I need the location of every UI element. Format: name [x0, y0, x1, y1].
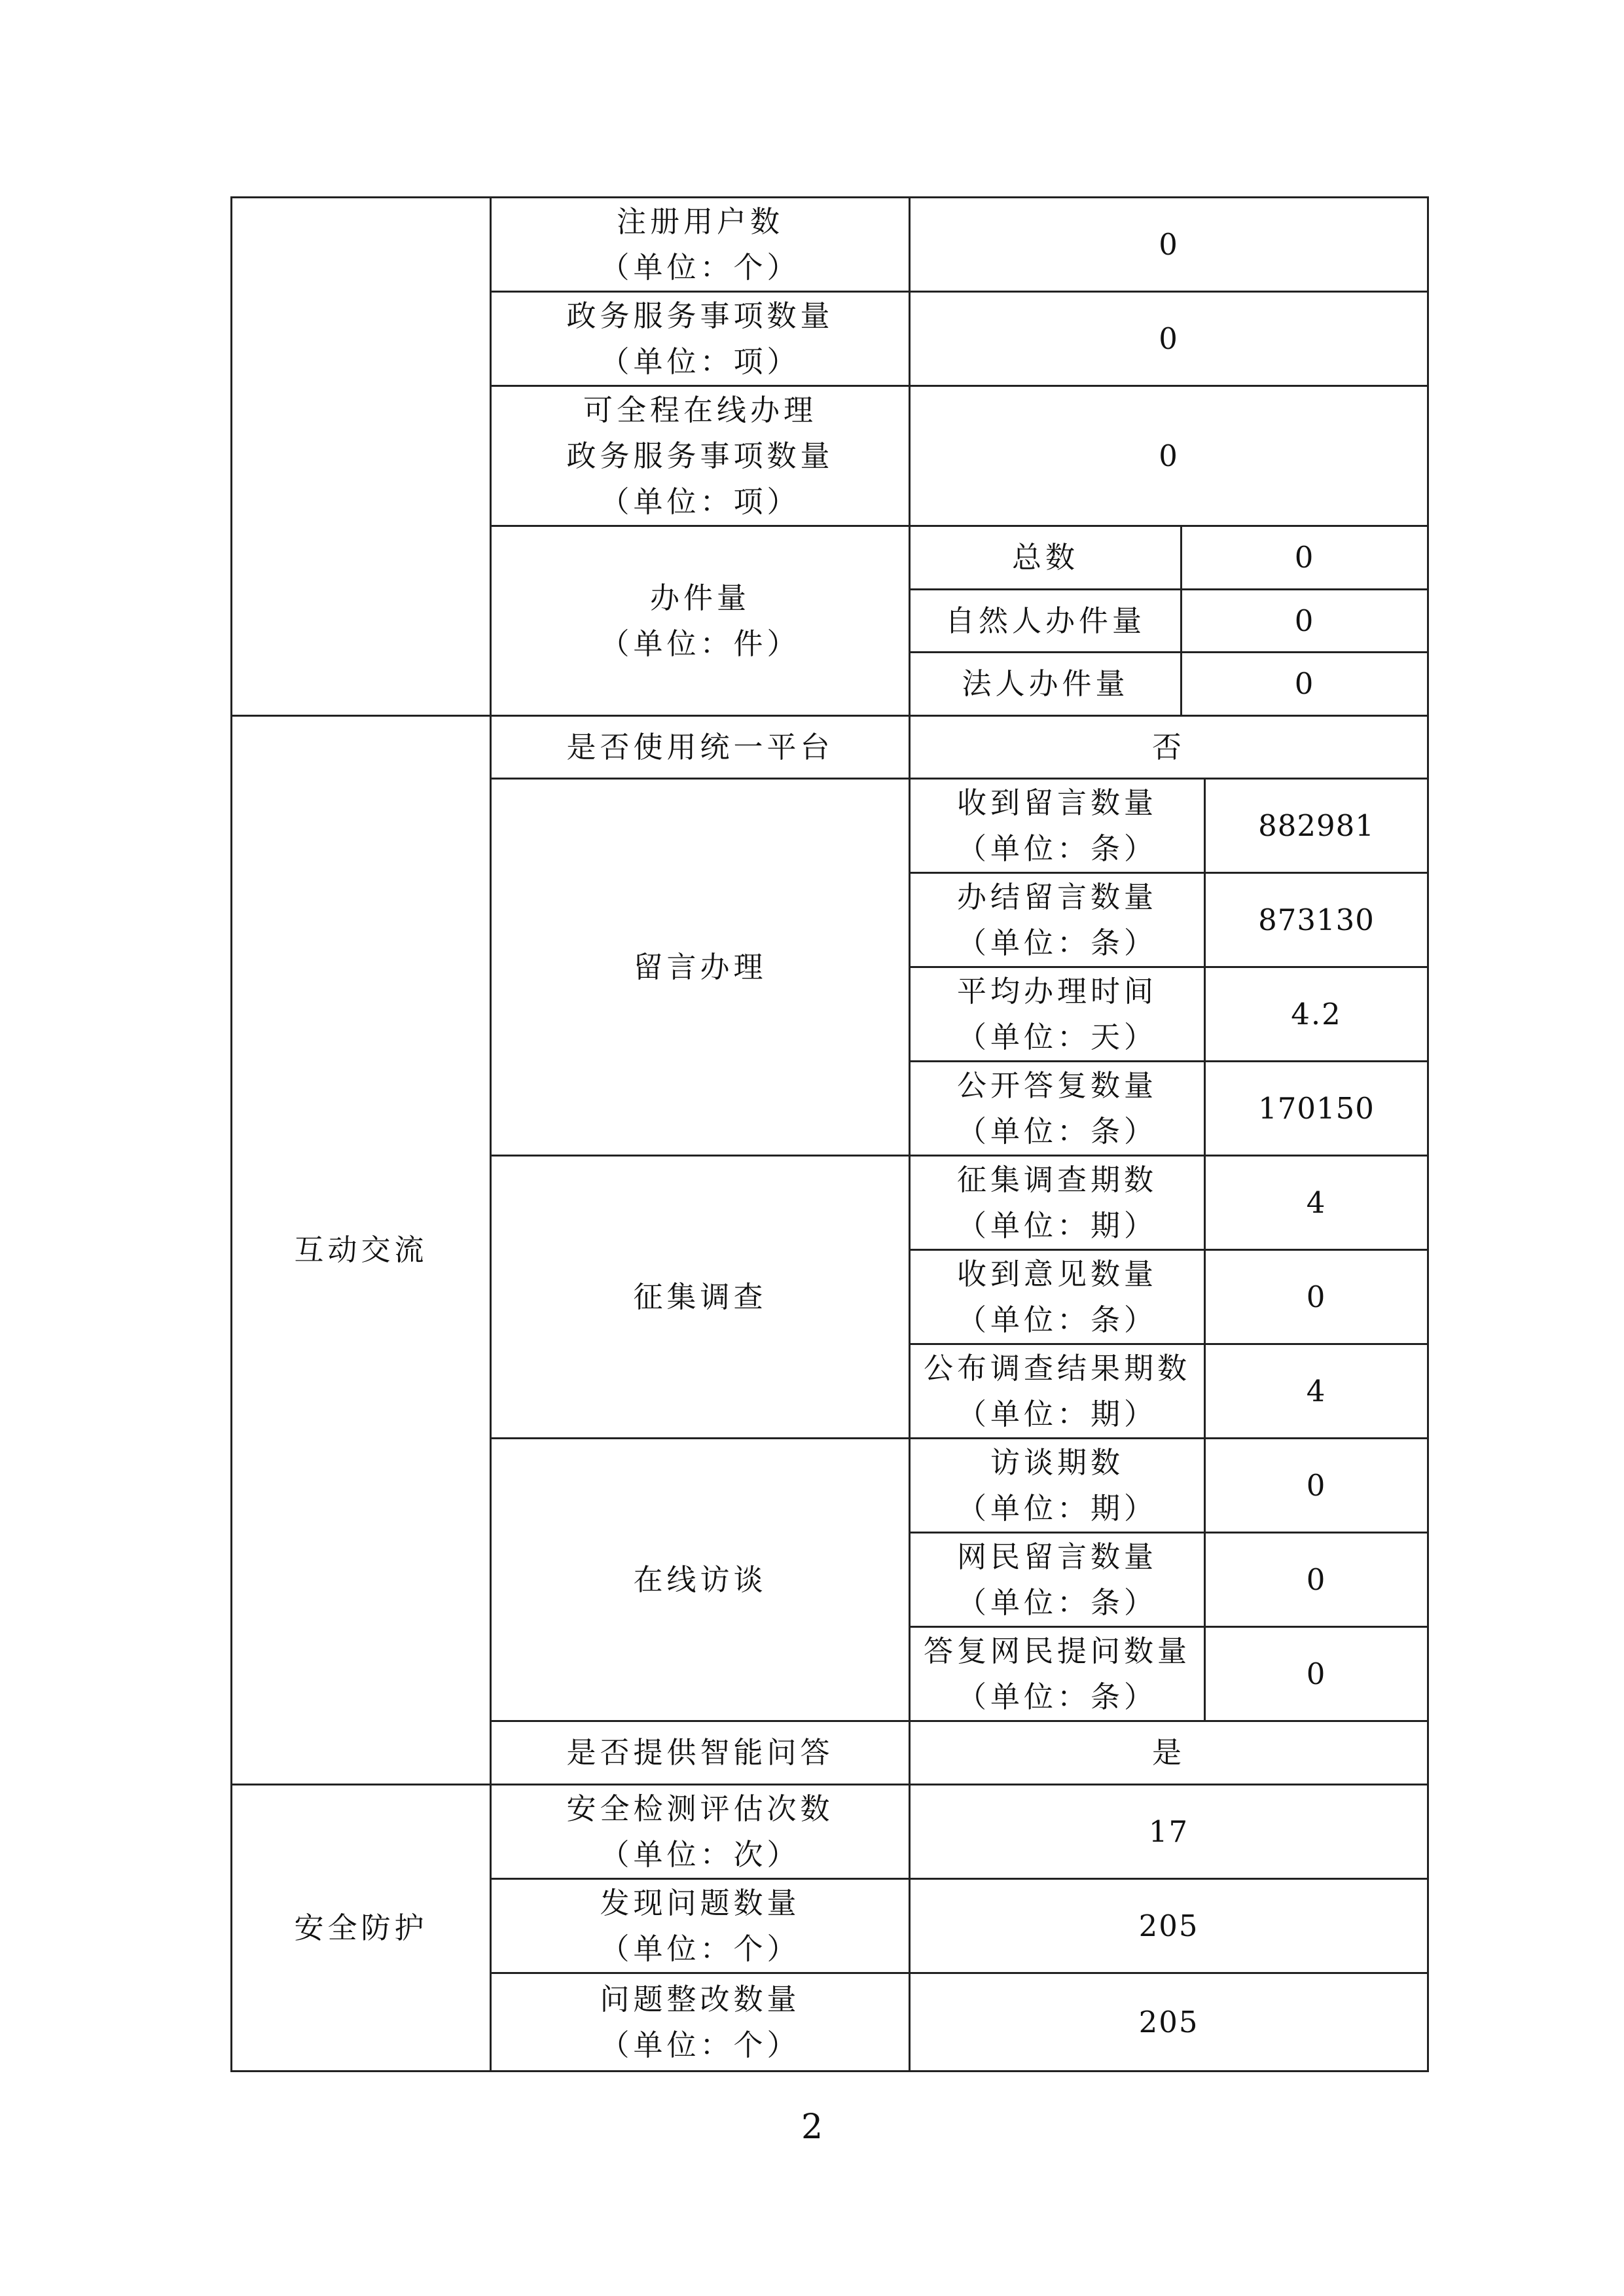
- label-text: 办件量: [649, 580, 750, 615]
- unit-text: （单位：期）: [956, 1490, 1157, 1526]
- unit-text: （单位：次）: [600, 1837, 801, 1872]
- label-handled: [491, 526, 910, 716]
- label-security-problems: [491, 1879, 910, 1973]
- value-messages-public-reply: 170150: [1205, 1062, 1428, 1156]
- value-handled-natural: 0: [1182, 590, 1428, 653]
- label-text: 公开答复数量: [956, 1067, 1157, 1103]
- label-messages-finished: [910, 873, 1205, 967]
- label-text: 公布调查结果期数: [923, 1350, 1191, 1386]
- unit-text: （单位：件）: [600, 626, 801, 661]
- label-handled-legal: 法人办件量: [910, 653, 1182, 716]
- label-messages-avg-time: [910, 967, 1205, 1062]
- label-text: 收到留言数量: [956, 785, 1157, 820]
- label-security-checks: [491, 1785, 910, 1879]
- unit-text: （单位：条）: [956, 1679, 1157, 1714]
- section-security: 安全防护: [232, 1785, 491, 2072]
- value-handled-total: 0: [1182, 526, 1428, 590]
- unit-text: （单位：个）: [600, 249, 801, 285]
- label-smart-qa: 是否提供智能问答: [491, 1721, 910, 1785]
- label-text: 答复网民提问数量: [923, 1633, 1191, 1668]
- value-handled-legal: 0: [1182, 653, 1428, 716]
- value-survey-periods: 4: [1205, 1156, 1428, 1250]
- unit-text: （单位：项）: [600, 484, 801, 519]
- value-registered-users: 0: [910, 198, 1428, 292]
- label-text: 网民留言数量: [956, 1539, 1157, 1574]
- unit-text: （单位：期）: [956, 1208, 1157, 1243]
- value-interview-answers: 0: [1205, 1627, 1428, 1721]
- label-text: 问题整改数量: [600, 1981, 801, 2017]
- value-survey-results: 4: [1205, 1344, 1428, 1439]
- group-interview: 在线访谈: [491, 1439, 910, 1721]
- unit-text: （单位：个）: [600, 2027, 801, 2062]
- value-survey-opinions: 0: [1205, 1250, 1428, 1344]
- label-handled-total: 总数: [910, 526, 1182, 590]
- label-interview-answers: [910, 1627, 1205, 1721]
- label-text: 平均办理时间: [956, 973, 1157, 1009]
- unit-text: （单位：条）: [956, 1113, 1157, 1149]
- unit-text: （单位：个）: [600, 1931, 801, 1966]
- label-text: 征集调查期数: [956, 1162, 1157, 1197]
- value-security-problems: 205: [910, 1879, 1428, 1973]
- value-messages-finished: 873130: [1205, 873, 1428, 967]
- label-messages-public-reply: [910, 1062, 1205, 1156]
- label-text: 注册用户数: [616, 204, 784, 239]
- label-text: 收到意见数量: [956, 1256, 1157, 1291]
- label-unified-platform: 是否使用统一平台: [491, 716, 910, 779]
- label-service-items: [491, 292, 910, 386]
- value-service-items: 0: [910, 292, 1428, 386]
- label-interview-messages: [910, 1533, 1205, 1627]
- unit-text: （单位：条）: [956, 1585, 1157, 1620]
- value-unified-platform: 否: [910, 716, 1428, 779]
- unit-text: （单位：条）: [956, 1302, 1157, 1337]
- value-messages-avg-time: 4.2: [1205, 967, 1428, 1062]
- report-table: [230, 196, 1429, 2072]
- label-messages-received: [910, 779, 1205, 873]
- unit-text: （单位：项）: [600, 344, 801, 379]
- label-text: 办结留言数量: [956, 879, 1157, 914]
- value-messages-received: 882981: [1205, 779, 1428, 873]
- value-smart-qa: 是: [910, 1721, 1428, 1785]
- label-text: 访谈期数: [990, 1444, 1124, 1480]
- value-interview-messages: 0: [1205, 1533, 1428, 1627]
- unit-text: （单位：期）: [956, 1396, 1157, 1431]
- unit-text: （单位：天）: [956, 1019, 1157, 1054]
- label-text: 政务服务事项数量: [566, 298, 834, 333]
- page-number: 2: [801, 2108, 823, 2147]
- label-survey-periods: [910, 1156, 1205, 1250]
- unit-text: （单位：条）: [956, 831, 1157, 866]
- value-online-items: 0: [910, 386, 1428, 526]
- label-survey-results: [910, 1344, 1205, 1439]
- label-registered-users: [491, 198, 910, 292]
- value-interview-periods: 0: [1205, 1439, 1428, 1533]
- label-text: 政务服务事项数量: [566, 438, 834, 473]
- label-interview-periods: [910, 1439, 1205, 1533]
- label-handled-natural: 自然人办件量: [910, 590, 1182, 653]
- label-survey-opinions: [910, 1250, 1205, 1344]
- group-messages: 留言办理: [491, 779, 910, 1156]
- label-security-fixed: [491, 1973, 910, 2072]
- label-text: 发现问题数量: [600, 1885, 801, 1920]
- unit-text: （单位：条）: [956, 925, 1157, 960]
- value-security-fixed: 205: [910, 1973, 1428, 2072]
- value-security-checks: 17: [910, 1785, 1428, 1879]
- label-online-items: [491, 386, 910, 526]
- label-text: 可全程在线办理: [583, 392, 817, 427]
- group-survey: 征集调查: [491, 1156, 910, 1439]
- section-cell-empty: [232, 198, 491, 716]
- section-interaction: 互动交流: [232, 716, 491, 1785]
- label-text: 安全检测评估次数: [566, 1791, 834, 1826]
